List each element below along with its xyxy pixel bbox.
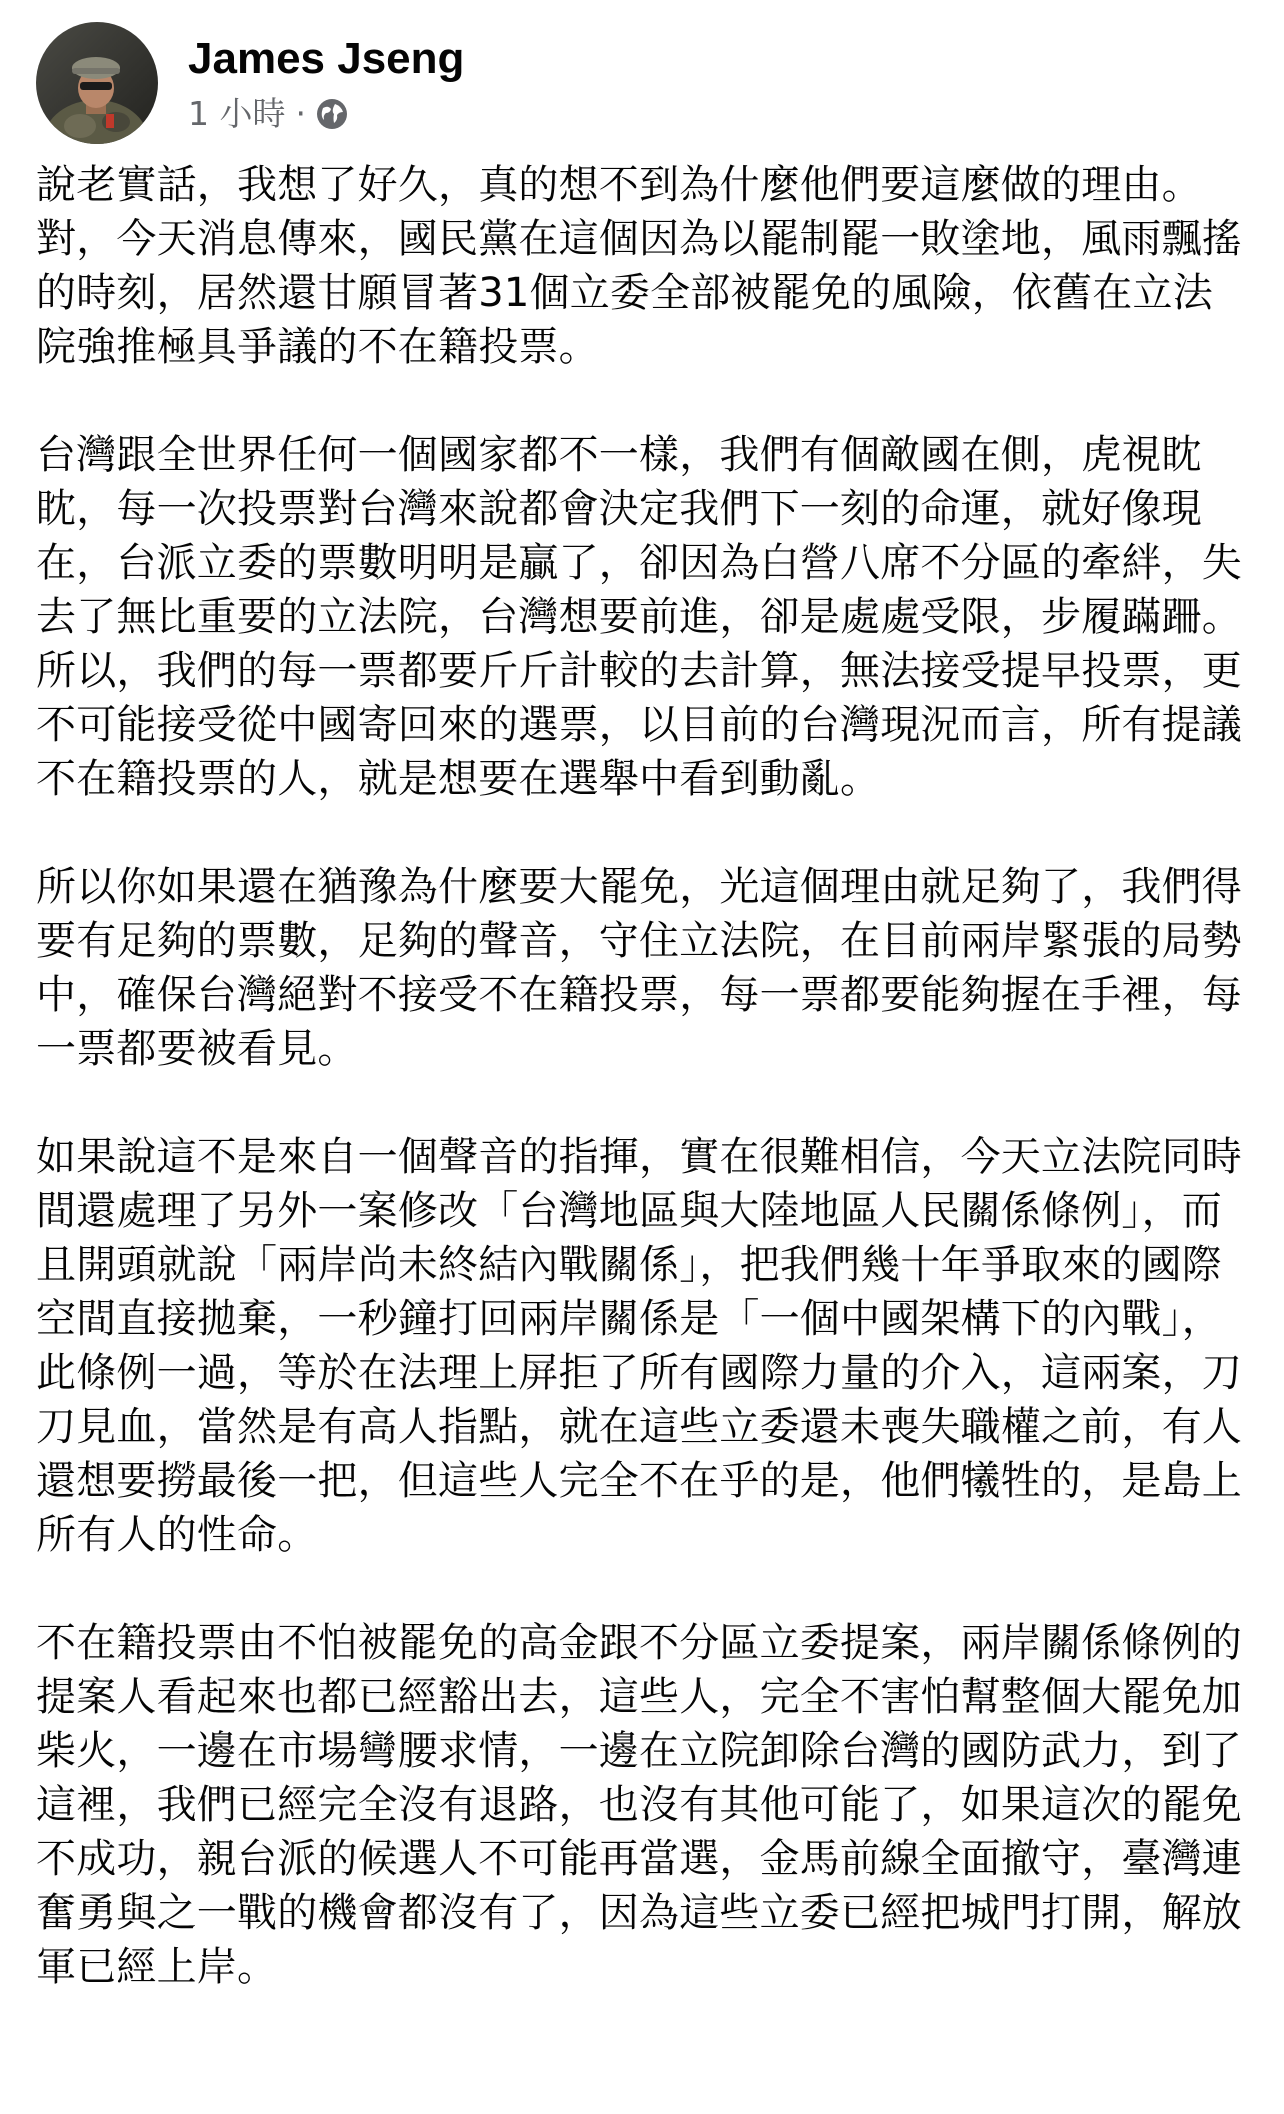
post-meta <box>188 94 464 134</box>
meta-separator: · <box>295 94 306 133</box>
avatar[interactable] <box>36 22 158 144</box>
header-text <box>188 32 464 134</box>
post-paragraph: 如果說這不是來自一個聲音的指揮，實在很難相信，今天立法院同時間還處理了另外一案修改「台灣地區與大陸地區人民關係條例」，而且開頭就說「兩岸尚未終結內戰關係」，把我們幾十年爭取來的國際空間直接拋棄，一秒鐘打回兩岸關係是「一個中國架構下的內戰」，此條例一過，等於在法理上屏拒了所有國際力量的介入，這兩案，刀刀見血，當然是有高人指點，就在這些立委還未喪失職權之前，有人還想要撈最後一把，但這些人完全不在乎的是，他們犧牲的，是島上所有人的性命。 <box>36 1134 1242 1558</box>
post-paragraph: 說老實話，我想了好久，真的想不到為什麼他們要這麼做的理由。對，今天消息傳來，國民黨在這個因為以罷制罷一敗塗地，風雨飄搖的時刻，居然還甘願冒著31個立委全部被罷免的風險，依舊在立法院強推極具爭議的不在籍投票。 <box>36 162 1242 370</box>
avatar-image <box>36 22 158 144</box>
post-paragraph: 不在籍投票由不怕被罷免的高金跟不分區立委提案，兩岸關係條例的提案人看起來也都已經豁出去，這些人，完全不害怕幫整個大罷免加柴火，一邊在市場彎腰求情，一邊在立院卸除台灣的國防武力，到了這裡，我們已經完全沒有退路，也沒有其他可能了，如果這次的罷免不成功，親台派的候選人不可能再當選，金馬前線全面撤守，臺灣連奮勇與之一戰的機會都沒有了，因為這些立委已經把城門打開，解放軍已經上岸。 <box>36 1620 1242 1990</box>
post-paragraph: 台灣跟全世界任何一個國家都不一樣，我們有個敵國在側，虎視眈眈，每一次投票對台灣來說都會決定我們下一刻的命運，就好像現在，台派立委的票數明明是贏了，卻因為白營八席不分區的牽絆，失去了無比重要的立法院，台灣想要前進，卻是處處受限，步履蹣跚。所以，我們的每一票都要斤斤計較的去計算，無法接受提早投票，更不可能接受從中國寄回來的選票，以目前的台灣現況而言，所有提議不在籍投票的人，就是想要在選舉中看到動亂。 <box>36 432 1242 802</box>
globe-icon[interactable] <box>314 96 350 132</box>
post-body <box>36 158 1246 2048</box>
post-paragraph: 所以你如果還在猶豫為什麼要大罷免，光這個理由就足夠了，我們得要有足夠的票數，足夠的聲音，守住立法院，在目前兩岸緊張的局勢中，確保台灣絕對不接受不在籍投票，每一票都要能夠握在手裡，每一票都要被看見。 <box>36 864 1242 1072</box>
post-timestamp[interactable]: 1 小時 <box>188 94 286 133</box>
author-name[interactable]: James Jseng <box>188 34 465 83</box>
post-header <box>36 22 464 144</box>
